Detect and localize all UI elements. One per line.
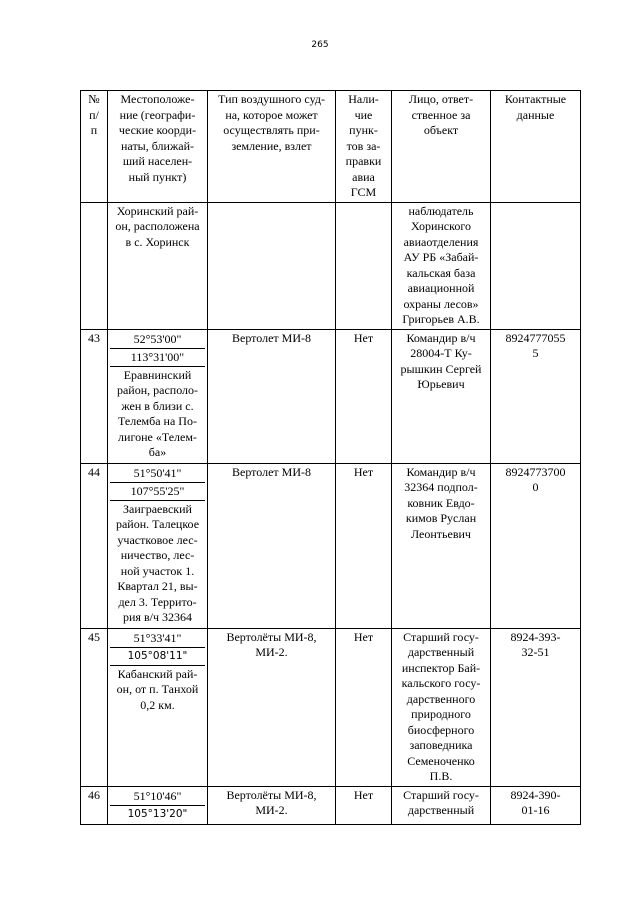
table-header-row: [81, 91, 581, 203]
cell-contacts: [491, 202, 581, 329]
place-description: Кабанский рай- он, от п. Танхой 0,2 км.: [116, 666, 199, 712]
helipad-table: [80, 90, 581, 825]
cell-aircraft: Вертолет МИ-8: [208, 329, 336, 463]
cell-aircraft: Вертолет МИ-8: [208, 463, 336, 628]
cell-contacts: 8924-393- 32-51: [491, 628, 581, 786]
header-contacts: Контактные данные: [491, 91, 581, 203]
table-row: [81, 329, 581, 463]
cell-contacts: 8924773700 0: [491, 463, 581, 628]
place-description: Еравнинский район, располо- жен в близи с. Телемба на По- лигоне «Телем- ба»: [116, 367, 199, 459]
cell-contacts: 8924-390- 01-16: [491, 786, 581, 824]
longitude: 107°55'25": [110, 483, 205, 501]
longitude: 105°08'11": [110, 648, 205, 666]
table-row-continuation: [81, 202, 581, 329]
header-responsible-person: Лицо, ответ- ственное за объект: [392, 91, 491, 203]
table-row: [81, 463, 581, 628]
cell-number: 45: [81, 628, 108, 786]
cell-fuel: Нет: [336, 628, 392, 786]
cell-person: Старший госу- дарственный инспектор Бай- кальского госу- дарственного природного биосферного заповедника Семеноченко П.В.: [392, 628, 491, 786]
cell-fuel: [336, 202, 392, 329]
cell-aircraft: [208, 202, 336, 329]
header-location: Местоположе- ние (географи- ческие коорди- наты, ближай- ший населен- ный пункт): [108, 91, 208, 203]
cell-person: наблюдатель Хоринского авиаотделения АУ РБ «Забай- кальская база авиационной охраны лесов» Григорьев А.В.: [392, 202, 491, 329]
cell-aircraft: Вертолёты МИ-8, МИ-2.: [208, 628, 336, 786]
cell-person: Командир в/ч 32364 подпол- ковник Евдо- кимов Руслан Леонтьевич: [392, 463, 491, 628]
page-number: 265: [311, 40, 329, 50]
cell-aircraft: Вертолёты МИ-8, МИ-2.: [208, 786, 336, 824]
latitude: 51°33'41": [110, 630, 205, 648]
longitude: 105°13'20": [127, 807, 188, 820]
header-fuel: Нали- чие пунк- тов за- правки авиа ГСМ: [336, 91, 392, 203]
latitude: 51°10'46": [110, 788, 205, 806]
cell-location: Хоринский рай- он, расположена в с. Хоринск: [108, 202, 208, 329]
cell-location: [108, 628, 208, 786]
cell-number: 44: [81, 463, 108, 628]
cell-location: [108, 329, 208, 463]
cell-number: [81, 202, 108, 329]
latitude: 52°53'00": [110, 331, 205, 349]
place-description: Заиграевский район. Талецкое участковое лес- ничество, лес- ной участок 1. Квартал 21, вы- дел 3. Террито- рия в/ч 32364: [115, 501, 200, 624]
longitude: 113°31'00": [110, 349, 205, 367]
latitude: 51°50'41": [110, 465, 205, 483]
table-row: [81, 786, 581, 824]
cell-location: [108, 786, 208, 824]
cell-number: 43: [81, 329, 108, 463]
cell-contacts: 8924777055 5: [491, 329, 581, 463]
cell-fuel: Нет: [336, 786, 392, 824]
cell-location: [108, 463, 208, 628]
header-number: № п/ п: [81, 91, 108, 203]
header-aircraft-type: Тип воздушного суд- на, которое может осуществлять при- земление, взлет: [208, 91, 336, 203]
table-row: [81, 628, 581, 786]
cell-person: Старший госу- дарственный: [392, 786, 491, 824]
cell-fuel: Нет: [336, 463, 392, 628]
cell-fuel: Нет: [336, 329, 392, 463]
cell-person: Командир в/ч 28004-Т Ку- рышкин Сергей Юрьевич: [392, 329, 491, 463]
cell-number: 46: [81, 786, 108, 824]
